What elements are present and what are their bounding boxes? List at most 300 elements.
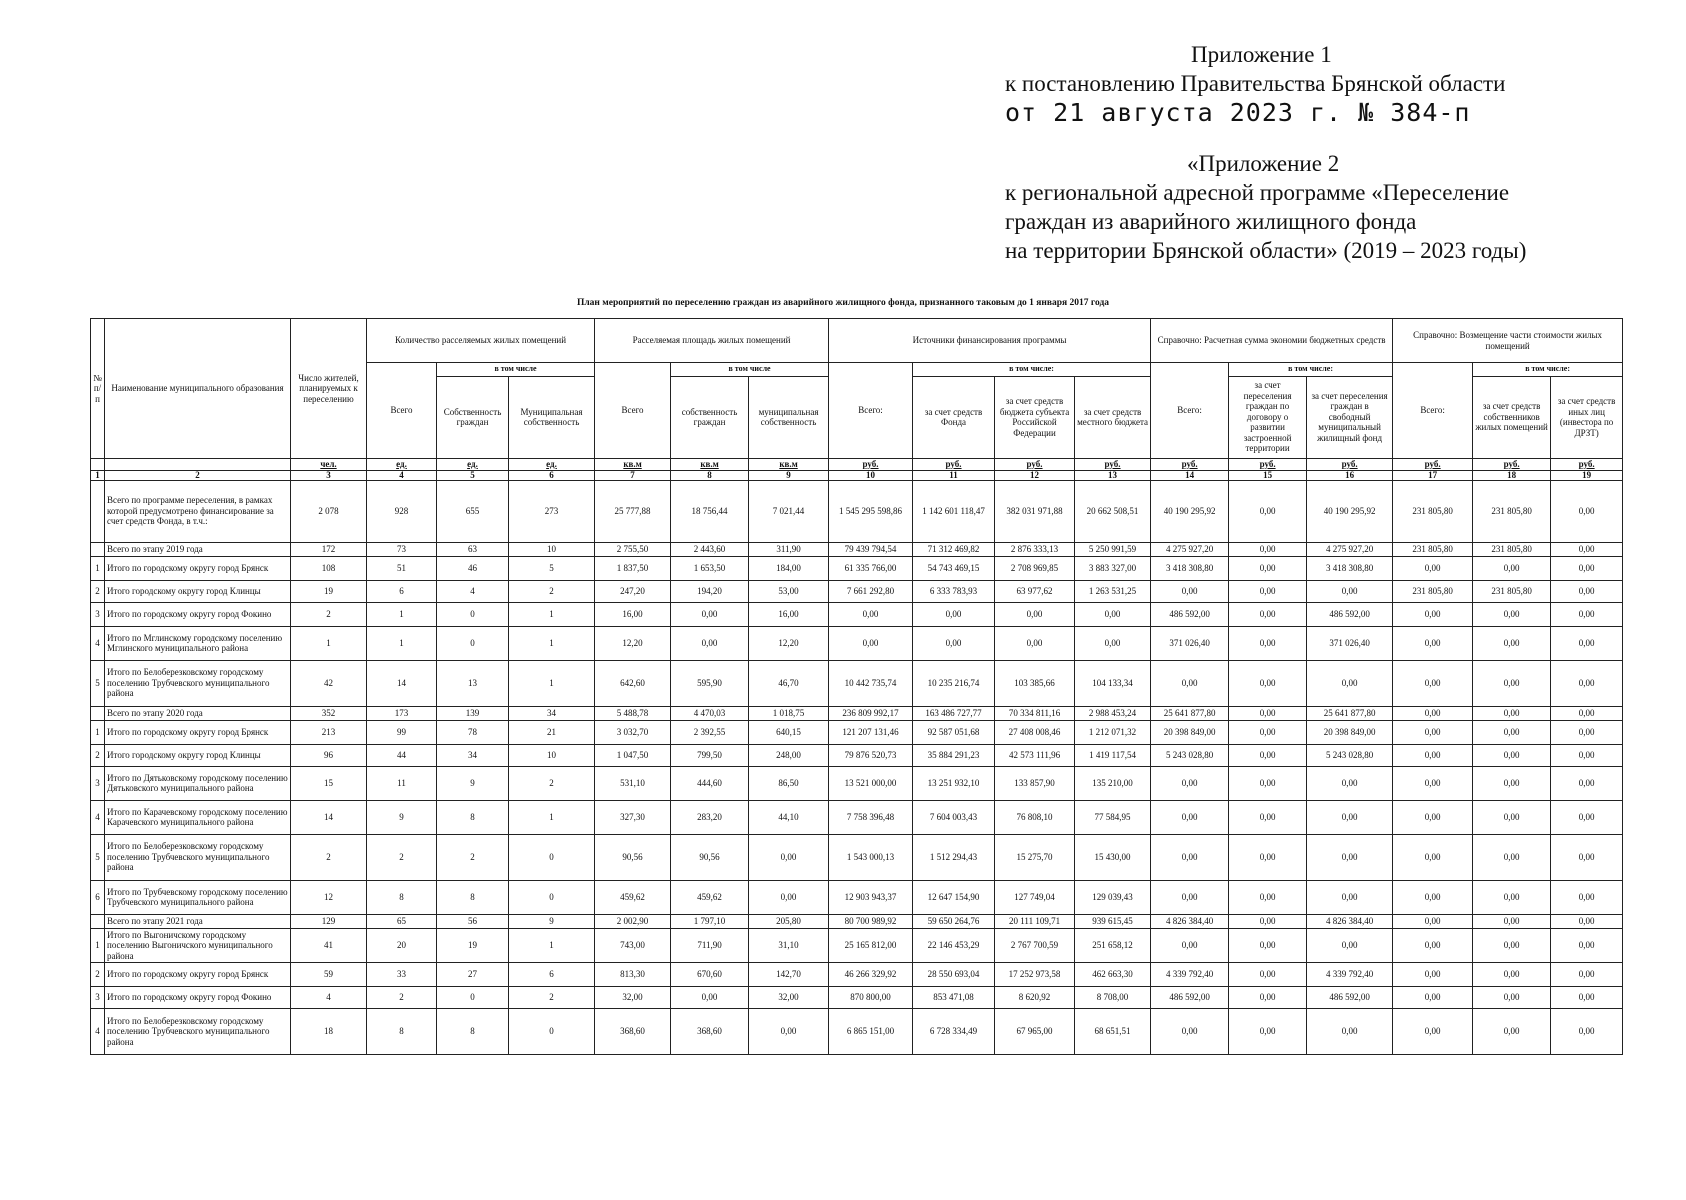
- row-value: 0,00: [1229, 556, 1307, 580]
- col-number: 15: [1229, 470, 1307, 480]
- col-econ-development: за счет переселения граждан по договору о развитии застроенной территории: [1229, 376, 1307, 458]
- row-value: 33: [367, 963, 437, 987]
- row-value: 0,00: [1229, 480, 1307, 542]
- row-value: 0,00: [1551, 602, 1623, 626]
- row-value: 231 805,80: [1473, 480, 1551, 542]
- document-header: [1005, 40, 1665, 265]
- row-value: 0,00: [1393, 720, 1473, 744]
- row-value: 205,80: [749, 914, 829, 928]
- row-value: 1: [367, 602, 437, 626]
- row-value: 27 408 008,46: [995, 720, 1075, 744]
- row-value: 3 032,70: [595, 720, 671, 744]
- row-value: 28 550 693,04: [913, 963, 995, 987]
- row-value: 67 965,00: [995, 1009, 1075, 1055]
- col-number: 5: [437, 470, 509, 480]
- row-name: Всего по программе переселения, в рамках которой предусмотрено финансирование за счет средств Фонда, в т.ч.:: [105, 480, 291, 542]
- row-name: Итого по Карачевскому городскому поселению Карачевского муниципального района: [105, 800, 291, 834]
- unit-cell: руб.: [1229, 458, 1307, 470]
- row-value: 853 471,08: [913, 987, 995, 1009]
- row-value: 27: [437, 963, 509, 987]
- row-value: 3 418 308,80: [1151, 556, 1229, 580]
- row-value: 0,00: [1229, 720, 1307, 744]
- row-number: 1: [91, 556, 105, 580]
- row-value: 0,00: [1393, 744, 1473, 766]
- row-value: 20: [367, 928, 437, 963]
- appendix2-program-line1: к региональной адресной программе «Переселение: [1005, 180, 1510, 205]
- row-value: 0,00: [1307, 1009, 1393, 1055]
- row-number: 1: [91, 928, 105, 963]
- row-value: 0,00: [1473, 928, 1551, 963]
- row-value: 63: [437, 542, 509, 556]
- row-value: 4 826 384,40: [1151, 914, 1229, 928]
- row-value: 12,20: [595, 626, 671, 660]
- row-value: 9: [437, 766, 509, 800]
- row-value: 327,30: [595, 800, 671, 834]
- row-value: 711,90: [671, 928, 749, 963]
- row-value: 0,00: [1473, 602, 1551, 626]
- row-value: 34: [509, 706, 595, 720]
- row-value: 1 543 000,13: [829, 834, 913, 880]
- row-value: 12,20: [749, 626, 829, 660]
- row-value: 0,00: [1229, 706, 1307, 720]
- row-name: Всего по этапу 2021 года: [105, 914, 291, 928]
- row-value: 939 615,45: [1075, 914, 1151, 928]
- row-number: [91, 480, 105, 542]
- row-number: [91, 706, 105, 720]
- row-value: 14: [367, 660, 437, 706]
- table-row: [91, 660, 1623, 706]
- row-value: 96: [291, 744, 367, 766]
- row-value: 813,30: [595, 963, 671, 987]
- row-value: 531,10: [595, 766, 671, 800]
- row-value: 0,00: [1151, 834, 1229, 880]
- row-value: 44,10: [749, 800, 829, 834]
- row-value: 59 650 264,76: [913, 914, 995, 928]
- col-number: 8: [671, 470, 749, 480]
- row-value: 0,00: [749, 1009, 829, 1055]
- row-value: 53,00: [749, 580, 829, 602]
- row-value: 642,60: [595, 660, 671, 706]
- row-value: 5 250 991,59: [1075, 542, 1151, 556]
- row-value: 2: [367, 987, 437, 1009]
- row-value: 0,00: [1229, 928, 1307, 963]
- row-value: 1 212 071,32: [1075, 720, 1151, 744]
- row-value: 8: [367, 880, 437, 914]
- table-row: [91, 800, 1623, 834]
- row-value: 10 235 216,74: [913, 660, 995, 706]
- row-value: 13 521 000,00: [829, 766, 913, 800]
- row-value: 0,00: [1473, 987, 1551, 1009]
- row-value: 1: [509, 660, 595, 706]
- col-number: 13: [1075, 470, 1151, 480]
- row-value: 16,00: [595, 602, 671, 626]
- row-value: 9: [367, 800, 437, 834]
- unit-cell: руб.: [1473, 458, 1551, 470]
- row-number: 5: [91, 834, 105, 880]
- row-value: 231 805,80: [1393, 480, 1473, 542]
- row-value: 3 883 327,00: [1075, 556, 1151, 580]
- col-comp-incl: в том числе:: [1473, 363, 1623, 377]
- row-value: 0,00: [1473, 744, 1551, 766]
- row-value: 2 755,50: [595, 542, 671, 556]
- row-value: 0,00: [1393, 963, 1473, 987]
- row-number: 4: [91, 800, 105, 834]
- row-value: 44: [367, 744, 437, 766]
- unit-cell: руб.: [1151, 458, 1229, 470]
- row-value: 104 133,34: [1075, 660, 1151, 706]
- row-value: 77 584,95: [1075, 800, 1151, 834]
- col-number: 1: [91, 470, 105, 480]
- row-value: 22 146 453,29: [913, 928, 995, 963]
- row-value: 1 419 117,54: [1075, 744, 1151, 766]
- row-value: 42: [291, 660, 367, 706]
- row-value: 0,00: [1473, 1009, 1551, 1055]
- row-value: 25 777,88: [595, 480, 671, 542]
- row-value: 31,10: [749, 928, 829, 963]
- row-value: 99: [367, 720, 437, 744]
- row-value: 655: [437, 480, 509, 542]
- row-value: 0,00: [671, 626, 749, 660]
- row-value: 6 333 783,93: [913, 580, 995, 602]
- row-value: 172: [291, 542, 367, 556]
- row-name: Всего по этапу 2019 года: [105, 542, 291, 556]
- row-value: 2: [367, 834, 437, 880]
- row-value: 0,00: [1151, 800, 1229, 834]
- row-number: 3: [91, 987, 105, 1009]
- row-name: Итого по Мглинскому городскому поселению Мглинского муниципального района: [105, 626, 291, 660]
- row-value: 0,00: [1551, 480, 1623, 542]
- row-value: 0: [437, 602, 509, 626]
- col-group-area: Расселяемая площадь жилых помещений: [595, 319, 829, 363]
- col-num: № п/п: [91, 319, 105, 459]
- row-value: 743,00: [595, 928, 671, 963]
- row-value: 0,00: [1075, 626, 1151, 660]
- row-value: 1: [509, 928, 595, 963]
- unit-cell: чел.: [291, 458, 367, 470]
- unit-cell: руб.: [913, 458, 995, 470]
- row-value: 0,00: [1473, 800, 1551, 834]
- row-value: 14: [291, 800, 367, 834]
- row-value: 0,00: [1393, 660, 1473, 706]
- row-value: 0,00: [1551, 542, 1623, 556]
- row-value: 0,00: [1151, 580, 1229, 602]
- row-value: 0,00: [1307, 880, 1393, 914]
- row-value: 1: [509, 602, 595, 626]
- row-value: 0,00: [1393, 800, 1473, 834]
- row-value: 7 604 003,43: [913, 800, 995, 834]
- row-value: 231 805,80: [1393, 580, 1473, 602]
- row-value: 76 808,10: [995, 800, 1075, 834]
- row-value: 0,00: [1551, 744, 1623, 766]
- col-number: 6: [509, 470, 595, 480]
- col-number: 16: [1307, 470, 1393, 480]
- row-number: 4: [91, 626, 105, 660]
- col-count-citizens: Собственность граждан: [437, 376, 509, 458]
- row-value: 19: [291, 580, 367, 602]
- row-value: 0,00: [1551, 880, 1623, 914]
- row-value: 15 275,70: [995, 834, 1075, 880]
- row-value: 1 263 531,25: [1075, 580, 1151, 602]
- row-value: 32,00: [749, 987, 829, 1009]
- row-value: 46 266 329,92: [829, 963, 913, 987]
- row-value: 54 743 469,15: [913, 556, 995, 580]
- row-value: 0,00: [1393, 706, 1473, 720]
- row-value: 0,00: [1151, 766, 1229, 800]
- table-row: [91, 602, 1623, 626]
- table-row: [91, 720, 1623, 744]
- row-value: 9: [509, 914, 595, 928]
- row-value: 78: [437, 720, 509, 744]
- row-value: 2 708 969,85: [995, 556, 1075, 580]
- row-name: Итого по Дятьковскому городскому поселению Дятьковского муниципального района: [105, 766, 291, 800]
- row-value: 311,90: [749, 542, 829, 556]
- col-number: 11: [913, 470, 995, 480]
- row-value: 251 658,12: [1075, 928, 1151, 963]
- row-value: 0,00: [1473, 914, 1551, 928]
- row-value: 6 728 334,49: [913, 1009, 995, 1055]
- row-name: Итого по Выгоничскому городскому поселению Выгоничского муниципального района: [105, 928, 291, 963]
- col-number: 7: [595, 470, 671, 480]
- row-value: 371 026,40: [1307, 626, 1393, 660]
- row-value: 34: [437, 744, 509, 766]
- row-value: 0,00: [1229, 963, 1307, 987]
- row-value: 486 592,00: [1151, 602, 1229, 626]
- row-value: 0,00: [913, 626, 995, 660]
- row-value: 121 207 131,46: [829, 720, 913, 744]
- row-number: [91, 914, 105, 928]
- row-value: 0,00: [1551, 914, 1623, 928]
- row-value: 2: [437, 834, 509, 880]
- row-value: 0,00: [1393, 1009, 1473, 1055]
- row-name: Итого по Белоберезковскому городскому поселению Трубчевского муниципального района: [105, 660, 291, 706]
- row-value: 1 047,50: [595, 744, 671, 766]
- row-value: 6: [367, 580, 437, 602]
- row-value: 0,00: [749, 834, 829, 880]
- row-value: 1 653,50: [671, 556, 749, 580]
- row-value: 8: [437, 880, 509, 914]
- row-value: 63 977,62: [995, 580, 1075, 602]
- appendix-decree: к постановлению Правительства Брянской области: [1005, 71, 1506, 96]
- row-value: 2 443,60: [671, 542, 749, 556]
- table-row: [91, 987, 1623, 1009]
- row-value: 1 797,10: [671, 914, 749, 928]
- row-value: 15: [291, 766, 367, 800]
- row-value: 46,70: [749, 660, 829, 706]
- unit-cell: руб.: [1551, 458, 1623, 470]
- row-value: 103 385,66: [995, 660, 1075, 706]
- row-value: 68 651,51: [1075, 1009, 1151, 1055]
- row-value: 7 021,44: [749, 480, 829, 542]
- unit-cell: руб.: [1393, 458, 1473, 470]
- row-value: 0,00: [1229, 660, 1307, 706]
- unit-cell: ед.: [509, 458, 595, 470]
- row-name: Итого по городскому округу город Фокино: [105, 602, 291, 626]
- row-value: 127 749,04: [995, 880, 1075, 914]
- row-number: 2: [91, 744, 105, 766]
- row-value: 135 210,00: [1075, 766, 1151, 800]
- row-value: 0,00: [1551, 660, 1623, 706]
- col-fin-total: Всего:: [829, 363, 913, 459]
- row-value: 1: [291, 626, 367, 660]
- table-row: [91, 556, 1623, 580]
- row-value: 20 398 849,00: [1151, 720, 1229, 744]
- row-value: 486 592,00: [1307, 987, 1393, 1009]
- table-row: [91, 963, 1623, 987]
- row-value: 371 026,40: [1151, 626, 1229, 660]
- row-number: [91, 542, 105, 556]
- row-name: Итого по городскому округу город Брянск: [105, 720, 291, 744]
- row-value: 4 275 927,20: [1151, 542, 1229, 556]
- row-value: 2: [509, 766, 595, 800]
- col-number: 9: [749, 470, 829, 480]
- row-value: 0,00: [1229, 1009, 1307, 1055]
- row-value: 0,00: [1551, 580, 1623, 602]
- col-group-financing: Источники финансирования программы: [829, 319, 1151, 363]
- row-value: 0: [437, 987, 509, 1009]
- row-value: 1: [509, 626, 595, 660]
- table-row: [91, 1009, 1623, 1055]
- col-number: 17: [1393, 470, 1473, 480]
- row-value: 2 078: [291, 480, 367, 542]
- col-area-incl: в том числе: [671, 363, 829, 377]
- row-value: 15 430,00: [1075, 834, 1151, 880]
- row-value: 0,00: [1307, 580, 1393, 602]
- col-group-compensation: Справочно: Возмещение части стоимости жилых помещений: [1393, 319, 1623, 363]
- unit-cell: руб.: [1075, 458, 1151, 470]
- row-value: 35 884 291,23: [913, 744, 995, 766]
- row-value: 0,00: [749, 880, 829, 914]
- col-fin-fund: за счет средств Фонда: [913, 376, 995, 458]
- table-row: [91, 766, 1623, 800]
- row-value: 2 767 700,59: [995, 928, 1075, 963]
- row-value: 0,00: [1229, 880, 1307, 914]
- col-comp-owners: за счет средств собственников жилых помещений: [1473, 376, 1551, 458]
- row-value: 0: [509, 1009, 595, 1055]
- col-number: 10: [829, 470, 913, 480]
- table-row: [91, 626, 1623, 660]
- row-value: 1 837,50: [595, 556, 671, 580]
- table-row: [91, 744, 1623, 766]
- table-row: [91, 880, 1623, 914]
- row-value: 20 398 849,00: [1307, 720, 1393, 744]
- row-value: 283,20: [671, 800, 749, 834]
- row-value: 18 756,44: [671, 480, 749, 542]
- col-group-count: Количество расселяемых жилых помещений: [367, 319, 595, 363]
- row-value: 0,00: [1229, 542, 1307, 556]
- row-value: 0,00: [1393, 766, 1473, 800]
- row-value: 231 805,80: [1473, 580, 1551, 602]
- row-value: 4 339 792,40: [1307, 963, 1393, 987]
- table-row: [91, 834, 1623, 880]
- unit-cell: кв.м: [749, 458, 829, 470]
- row-value: 0,00: [1551, 963, 1623, 987]
- row-value: 459,62: [671, 880, 749, 914]
- row-value: 8: [367, 1009, 437, 1055]
- row-value: 368,60: [595, 1009, 671, 1055]
- row-value: 2 988 453,24: [1075, 706, 1151, 720]
- row-value: 231 805,80: [1393, 542, 1473, 556]
- row-value: 13 251 932,10: [913, 766, 995, 800]
- row-value: 486 592,00: [1307, 602, 1393, 626]
- col-number: 2: [105, 470, 291, 480]
- row-value: 0,00: [1551, 1009, 1623, 1055]
- row-value: 0,00: [829, 602, 913, 626]
- row-value: 4 275 927,20: [1307, 542, 1393, 556]
- row-value: 2 002,90: [595, 914, 671, 928]
- col-count-municipal: Муниципальная собственность: [509, 376, 595, 458]
- row-value: 248,00: [749, 744, 829, 766]
- row-value: 0,00: [1075, 602, 1151, 626]
- row-value: 0,00: [1393, 602, 1473, 626]
- row-value: 17 252 973,58: [995, 963, 1075, 987]
- col-number: 18: [1473, 470, 1551, 480]
- row-value: 486 592,00: [1151, 987, 1229, 1009]
- row-name: Итого городскому округу город Клинцы: [105, 580, 291, 602]
- row-name: Всего по этапу 2020 года: [105, 706, 291, 720]
- row-value: 0,00: [1393, 880, 1473, 914]
- row-value: 8: [437, 800, 509, 834]
- row-value: 173: [367, 706, 437, 720]
- row-value: 2: [291, 834, 367, 880]
- row-number: 3: [91, 602, 105, 626]
- row-value: 1 512 294,43: [913, 834, 995, 880]
- appendix2-title: «Приложение 2: [1187, 151, 1340, 176]
- row-name: Итого по Белоберезковскому городскому поселению Трубчевского муниципального района: [105, 1009, 291, 1055]
- row-value: 0,00: [1393, 914, 1473, 928]
- row-value: 8 620,92: [995, 987, 1075, 1009]
- row-value: 10: [509, 744, 595, 766]
- col-area-citizens: собственность граждан: [671, 376, 749, 458]
- row-value: 86,50: [749, 766, 829, 800]
- row-value: 0,00: [1229, 580, 1307, 602]
- row-value: 40 190 295,92: [1307, 480, 1393, 542]
- appendix2-program-line2: граждан из аварийного жилищного фонда: [1005, 209, 1417, 234]
- row-value: 444,60: [671, 766, 749, 800]
- row-value: 73: [367, 542, 437, 556]
- col-area-total: Всего: [595, 363, 671, 459]
- row-value: 90,56: [595, 834, 671, 880]
- col-number: 12: [995, 470, 1075, 480]
- row-value: 368,60: [671, 1009, 749, 1055]
- row-value: 0,00: [1473, 660, 1551, 706]
- row-value: 20 111 109,71: [995, 914, 1075, 928]
- row-value: 56: [437, 914, 509, 928]
- row-value: 928: [367, 480, 437, 542]
- col-count-incl: в том числе: [437, 363, 595, 377]
- col-number: 14: [1151, 470, 1229, 480]
- row-value: 0,00: [1229, 914, 1307, 928]
- row-value: 0,00: [1393, 626, 1473, 660]
- row-value: 352: [291, 706, 367, 720]
- row-value: 65: [367, 914, 437, 928]
- row-value: 2 876 333,13: [995, 542, 1075, 556]
- row-value: 5: [509, 556, 595, 580]
- row-value: 40 190 295,92: [1151, 480, 1229, 542]
- row-value: 7 758 396,48: [829, 800, 913, 834]
- row-value: 870 800,00: [829, 987, 913, 1009]
- table-header: [91, 319, 1623, 481]
- row-value: 0: [509, 880, 595, 914]
- row-value: 0,00: [1151, 1009, 1229, 1055]
- row-number: 2: [91, 963, 105, 987]
- row-value: 2: [509, 987, 595, 1009]
- row-value: 0,00: [1473, 556, 1551, 580]
- row-value: 5 243 028,80: [1307, 744, 1393, 766]
- row-value: 0,00: [1473, 720, 1551, 744]
- row-value: 20 662 508,51: [1075, 480, 1151, 542]
- row-value: 6: [509, 963, 595, 987]
- row-value: 0,00: [995, 602, 1075, 626]
